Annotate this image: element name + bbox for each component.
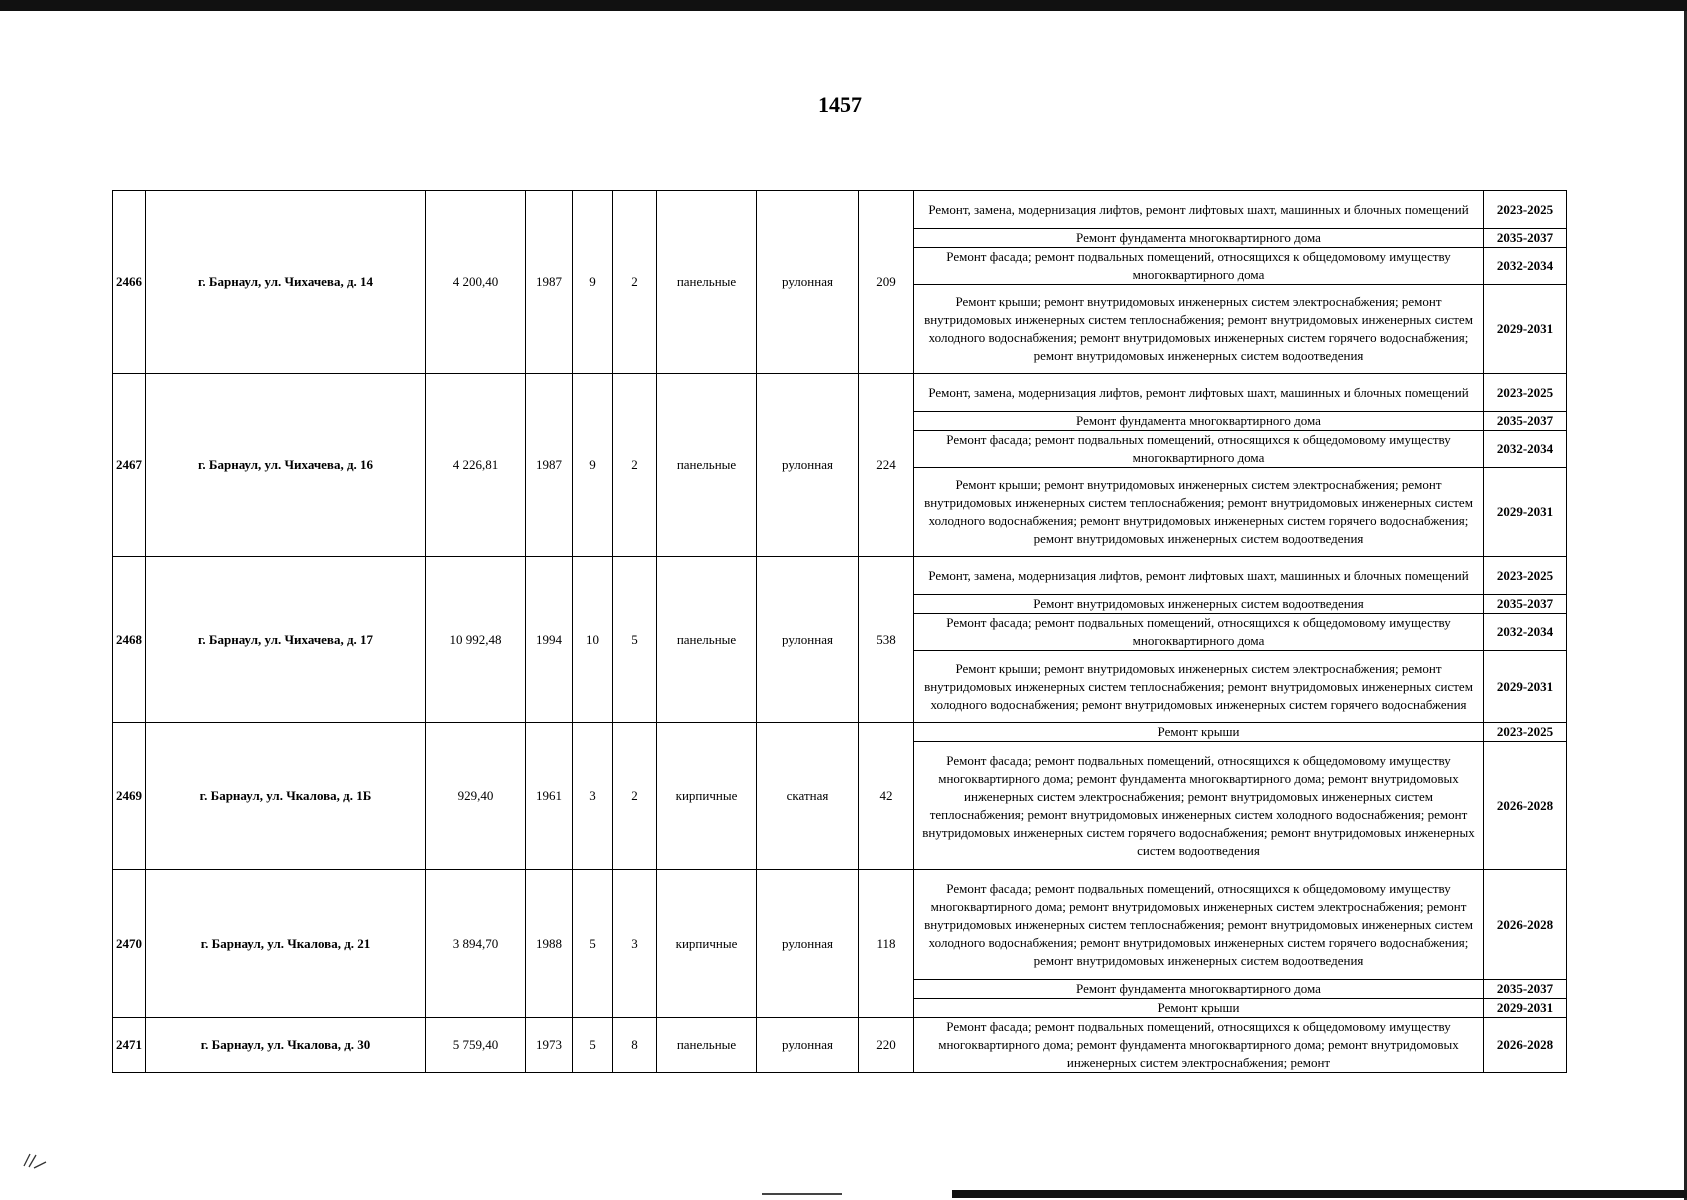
work-period: 2029-2031 <box>1484 651 1567 723</box>
work-period: 2035-2037 <box>1484 412 1567 431</box>
house-number: 2467 <box>113 374 146 557</box>
work-description: Ремонт крыши <box>914 999 1484 1018</box>
table-row <box>113 557 1567 595</box>
entrance-count: 2 <box>613 723 657 870</box>
work-description: Ремонт фасада; ремонт подвальных помещений, относящихся к общедомовому имуществу многоквартирного дома <box>914 248 1484 285</box>
house-address: г. Барнаул, ул. Чихачева, д. 17 <box>146 557 426 723</box>
house-address: г. Барнаул, ул. Чкалова, д. 30 <box>146 1018 426 1073</box>
house-area: 929,40 <box>426 723 526 870</box>
wall-material: кирпичные <box>657 870 757 1018</box>
storey-count: 5 <box>573 870 613 1018</box>
table-row <box>113 870 1567 980</box>
work-description: Ремонт фундамента многоквартирного дома <box>914 229 1484 248</box>
wall-material: панельные <box>657 1018 757 1073</box>
work-period: 2032-2034 <box>1484 614 1567 651</box>
table-row <box>113 1018 1567 1073</box>
entrance-count: 8 <box>613 1018 657 1073</box>
work-period: 2029-2031 <box>1484 468 1567 557</box>
work-description: Ремонт фундамента многоквартирного дома <box>914 412 1484 431</box>
build-year: 1987 <box>526 191 573 374</box>
house-number: 2468 <box>113 557 146 723</box>
wall-material: панельные <box>657 374 757 557</box>
house-number: 2471 <box>113 1018 146 1073</box>
work-description: Ремонт фасада; ремонт подвальных помещений, относящихся к общедомовому имуществу многоквартирного дома; ремонт фундамента многоквартирного дома; ремонт внутридомовых инженерных систем электроснабжения; ремонт внутридомовых инженерных систем теплоснабжения; ремонт внутридомовых инженерных систем холодного водоснабжения; ремонт внутридомовых инженерных систем горячего водоснабжения; ремонт внутридомовых инженерных систем водоотведения <box>914 742 1484 870</box>
roof-type: рулонная <box>757 191 859 374</box>
work-period: 2035-2037 <box>1484 595 1567 614</box>
resident-count: 118 <box>859 870 914 1018</box>
work-description: Ремонт фундамента многоквартирного дома <box>914 980 1484 999</box>
work-description: Ремонт фасада; ремонт подвальных помещений, относящихся к общедомовому имуществу многоквартирного дома <box>914 431 1484 468</box>
roof-type: скатная <box>757 723 859 870</box>
table-row <box>113 374 1567 412</box>
roof-type: рулонная <box>757 870 859 1018</box>
house-address: г. Барнаул, ул. Чкалова, д. 21 <box>146 870 426 1018</box>
work-period: 2032-2034 <box>1484 431 1567 468</box>
house-number: 2466 <box>113 191 146 374</box>
storey-count: 3 <box>573 723 613 870</box>
work-period: 2023-2025 <box>1484 191 1567 229</box>
resident-count: 224 <box>859 374 914 557</box>
roof-type: рулонная <box>757 374 859 557</box>
storey-count: 9 <box>573 191 613 374</box>
table-row <box>113 191 1567 229</box>
work-period: 2029-2031 <box>1484 999 1567 1018</box>
build-year: 1973 <box>526 1018 573 1073</box>
work-description: Ремонт внутридомовых инженерных систем водоотведения <box>914 595 1484 614</box>
resident-count: 538 <box>859 557 914 723</box>
wall-material: кирпичные <box>657 723 757 870</box>
build-year: 1994 <box>526 557 573 723</box>
house-area: 3 894,70 <box>426 870 526 1018</box>
storey-count: 5 <box>573 1018 613 1073</box>
work-period: 2026-2028 <box>1484 870 1567 980</box>
roof-type: рулонная <box>757 1018 859 1073</box>
house-area: 10 992,48 <box>426 557 526 723</box>
work-period: 2023-2025 <box>1484 557 1567 595</box>
entrance-count: 5 <box>613 557 657 723</box>
build-year: 1988 <box>526 870 573 1018</box>
wall-material: панельные <box>657 191 757 374</box>
house-number: 2470 <box>113 870 146 1018</box>
work-period: 2026-2028 <box>1484 742 1567 870</box>
storey-count: 10 <box>573 557 613 723</box>
work-description: Ремонт крыши <box>914 723 1484 742</box>
house-address: г. Барнаул, ул. Чкалова, д. 1Б <box>146 723 426 870</box>
resident-count: 209 <box>859 191 914 374</box>
roof-type: рулонная <box>757 557 859 723</box>
house-area: 4 226,81 <box>426 374 526 557</box>
house-area: 4 200,40 <box>426 191 526 374</box>
scan-border-bottom <box>952 1190 1687 1198</box>
work-description: Ремонт, замена, модернизация лифтов, ремонт лифтовых шахт, машинных и блочных помещений <box>914 374 1484 412</box>
work-description: Ремонт, замена, модернизация лифтов, ремонт лифтовых шахт, машинных и блочных помещений <box>914 557 1484 595</box>
work-period: 2035-2037 <box>1484 229 1567 248</box>
work-description: Ремонт фасада; ремонт подвальных помещений, относящихся к общедомовому имуществу многоквартирного дома; ремонт фундамента многоквартирного дома; ремонт внутридомовых инженерных систем электроснабжения; ремонт <box>914 1018 1484 1073</box>
entrance-count: 2 <box>613 191 657 374</box>
entrance-count: 2 <box>613 374 657 557</box>
handwritten-margin-mark <box>20 1150 60 1170</box>
work-period: 2029-2031 <box>1484 285 1567 374</box>
work-description: Ремонт, замена, модернизация лифтов, ремонт лифтовых шахт, машинных и блочных помещений <box>914 191 1484 229</box>
work-description: Ремонт фасада; ремонт подвальных помещений, относящихся к общедомовому имуществу многоквартирного дома <box>914 614 1484 651</box>
wall-material: панельные <box>657 557 757 723</box>
resident-count: 42 <box>859 723 914 870</box>
build-year: 1987 <box>526 374 573 557</box>
page-number: 1457 <box>818 92 862 117</box>
resident-count: 220 <box>859 1018 914 1073</box>
house-number: 2469 <box>113 723 146 870</box>
work-description: Ремонт фасада; ремонт подвальных помещений, относящихся к общедомовому имуществу многоквартирного дома; ремонт внутридомовых инженерных систем электроснабжения; ремонт внутридомовых инженерных систем теплоснабжения; ремонт внутридомовых инженерных систем холодного водоснабжения; ремонт внутридомовых инженерных систем горячего водоснабжения; ремонт внутридомовых инженерных систем водоотведения <box>914 870 1484 980</box>
table-row <box>113 723 1567 742</box>
work-period: 2023-2025 <box>1484 374 1567 412</box>
entrance-count: 3 <box>613 870 657 1018</box>
work-period: 2023-2025 <box>1484 723 1567 742</box>
house-address: г. Барнаул, ул. Чихачева, д. 14 <box>146 191 426 374</box>
house-area: 5 759,40 <box>426 1018 526 1073</box>
work-description: Ремонт крыши; ремонт внутридомовых инженерных систем электроснабжения; ремонт внутридомовых инженерных систем теплоснабжения; ремонт внутридомовых инженерных систем холодного водоснабжения; ремонт внутридомовых инженерных систем горячего водоснабжения; ремонт внутридомовых инженерных систем водоотведения <box>914 285 1484 374</box>
work-description: Ремонт крыши; ремонт внутридомовых инженерных систем электроснабжения; ремонт внутридомовых инженерных систем теплоснабжения; ремонт внутридомовых инженерных систем холодного водоснабжения; ремонт внутридомовых инженерных систем горячего водоснабжения <box>914 651 1484 723</box>
housing-repair-table <box>112 190 1567 1073</box>
scan-artifact-line <box>762 1193 842 1195</box>
work-period: 2035-2037 <box>1484 980 1567 999</box>
scan-border-top <box>0 0 1687 11</box>
storey-count: 9 <box>573 374 613 557</box>
work-description: Ремонт крыши; ремонт внутридомовых инженерных систем электроснабжения; ремонт внутридомовых инженерных систем теплоснабжения; ремонт внутридомовых инженерных систем холодного водоснабжения; ремонт внутридомовых инженерных систем горячего водоснабжения; ремонт внутридомовых инженерных систем водоотведения <box>914 468 1484 557</box>
work-period: 2032-2034 <box>1484 248 1567 285</box>
house-address: г. Барнаул, ул. Чихачева, д. 16 <box>146 374 426 557</box>
work-period: 2026-2028 <box>1484 1018 1567 1073</box>
build-year: 1961 <box>526 723 573 870</box>
